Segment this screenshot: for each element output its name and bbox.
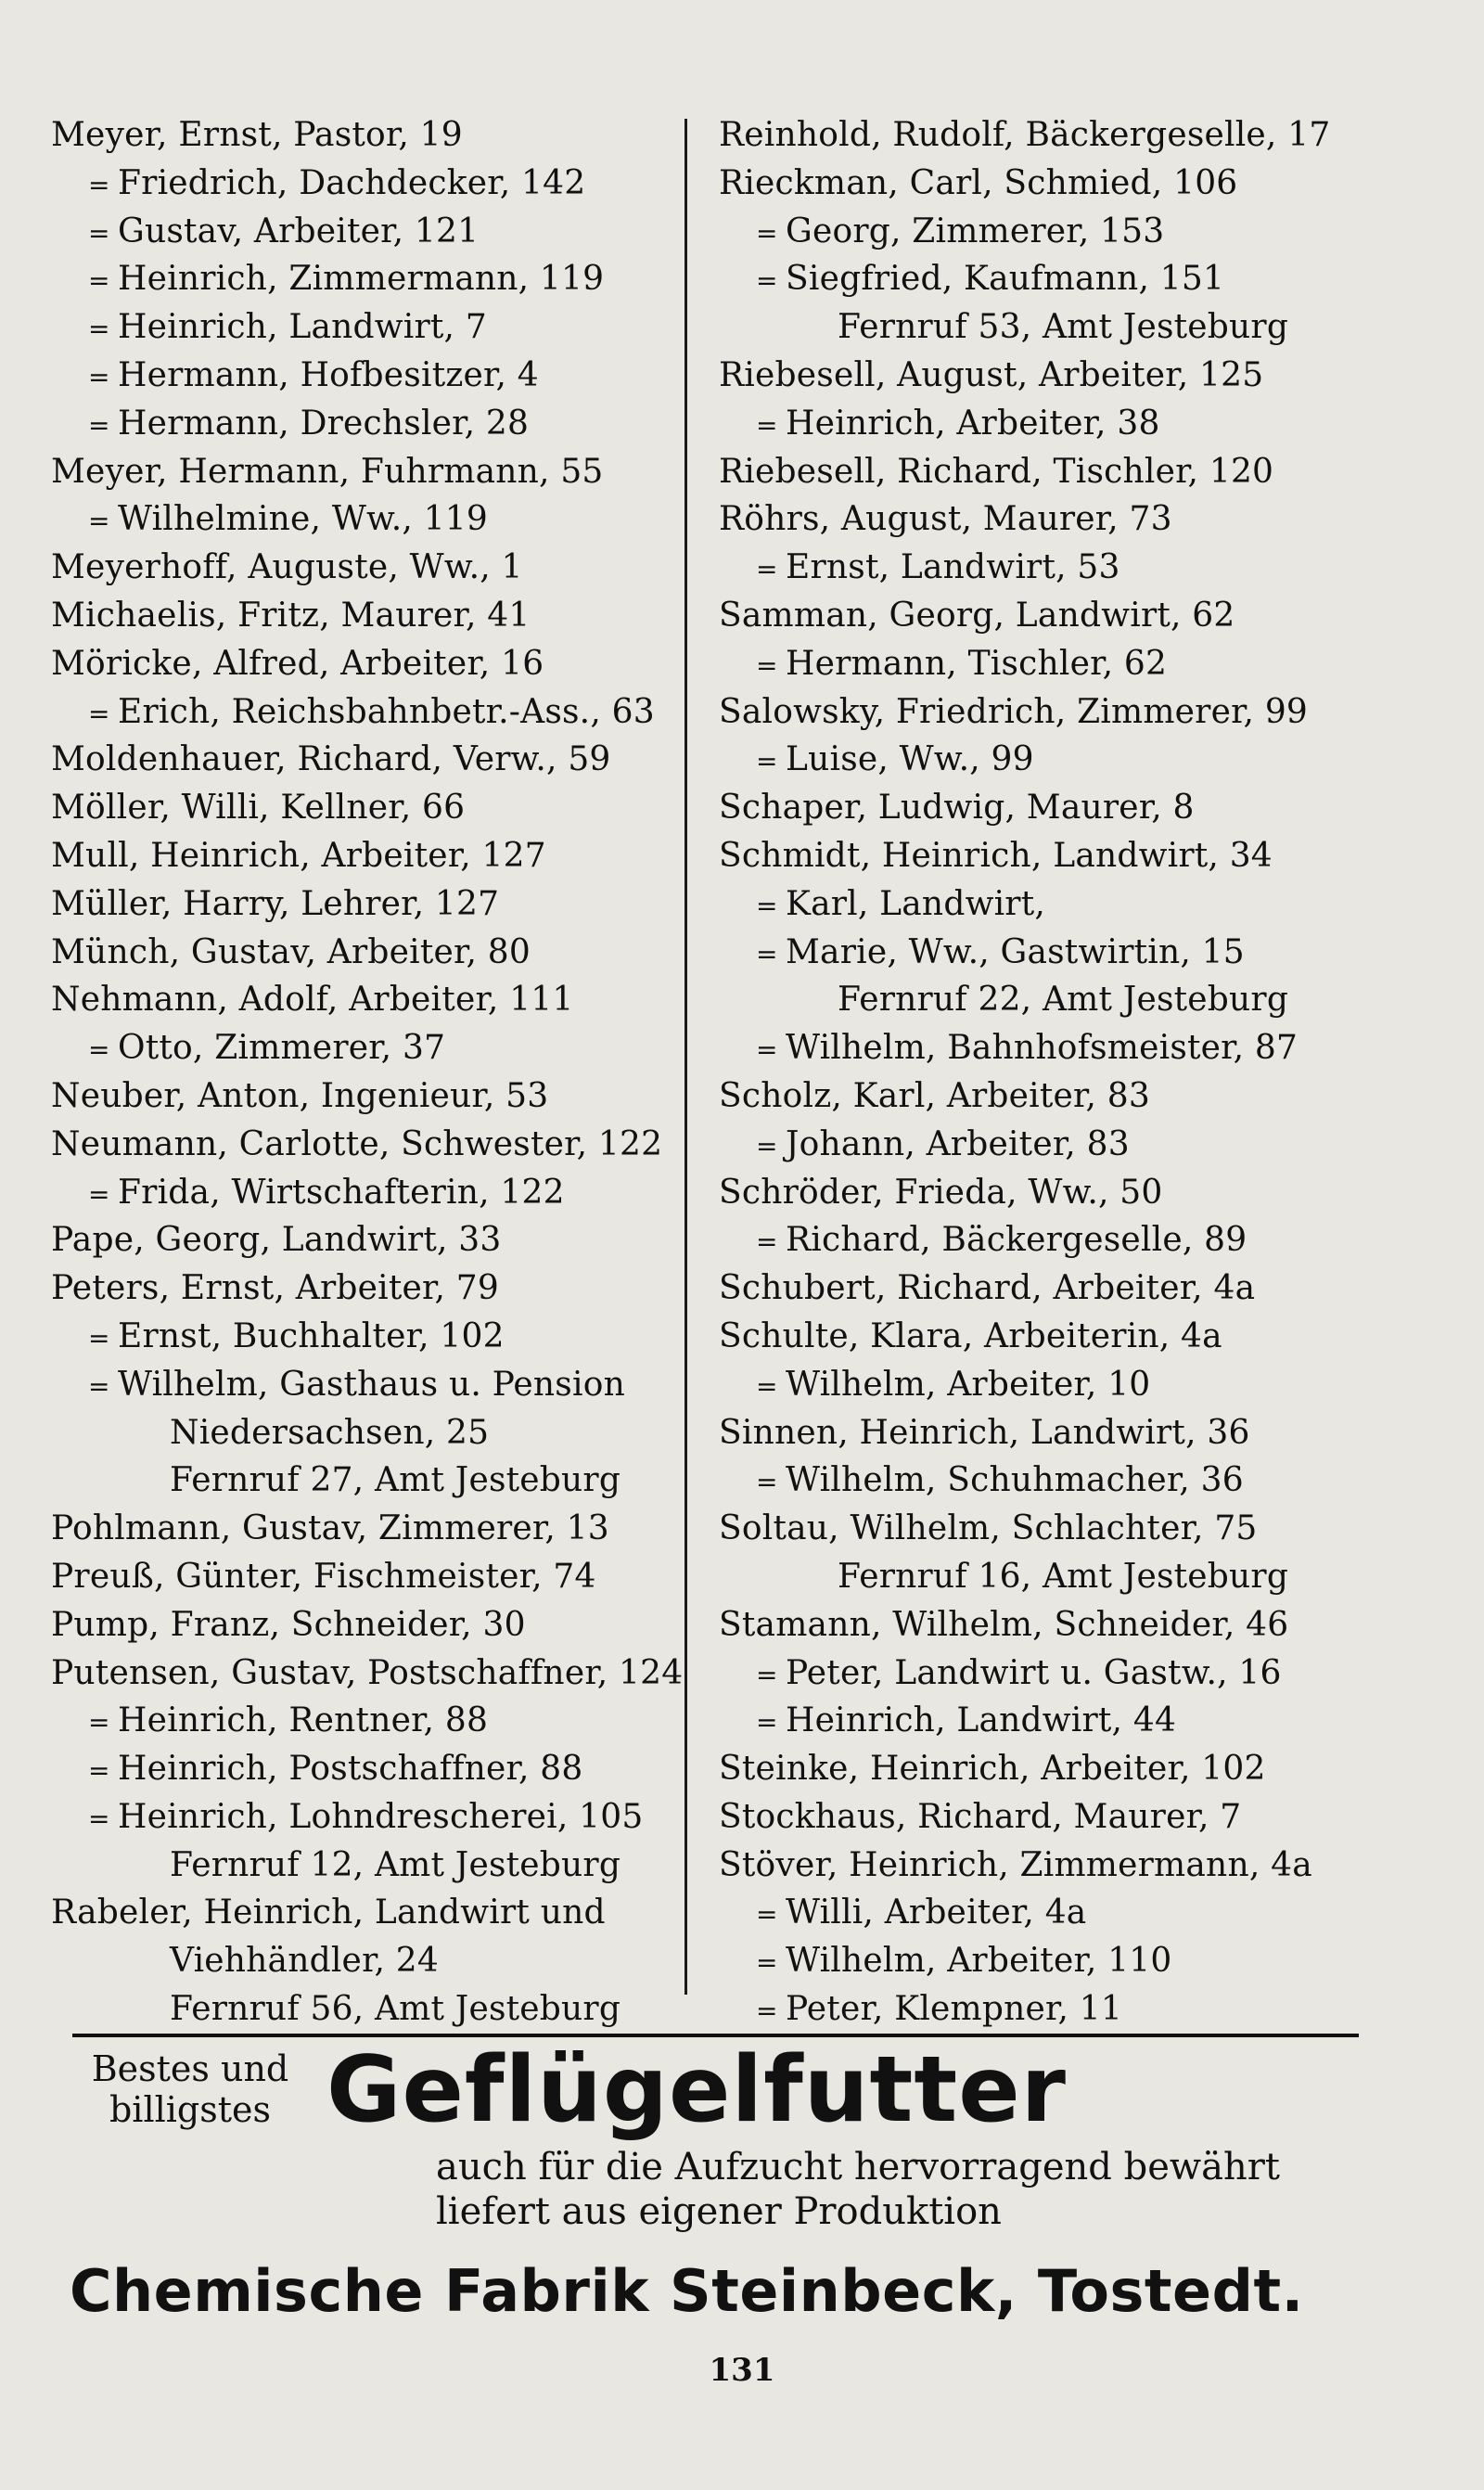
directory-entry <box>719 495 1368 544</box>
directory-entry <box>51 1937 672 1985</box>
entry-text: Neumann, Carlotte, Schwester, 122 <box>51 1124 663 1163</box>
directory-entry <box>719 1409 1368 1457</box>
entry-text: Preuß, Günter, Fischmeister, 74 <box>51 1557 596 1596</box>
ditto-mark: = <box>756 938 778 969</box>
entry-text: Peter, Klempner, 11 <box>786 1990 1122 2029</box>
entry-text: Fernruf 53, Amt Jesteburg <box>838 308 1289 347</box>
entry-text: Schmidt, Heinrich, Landwirt, 34 <box>719 836 1273 875</box>
ditto-mark: = <box>88 265 110 297</box>
ditto-mark: = <box>756 409 778 441</box>
directory-entry <box>51 592 672 640</box>
entry-text: Pohlmann, Gustav, Zimmerer, 13 <box>51 1509 609 1548</box>
directory-entry <box>719 592 1368 640</box>
directory-entry <box>719 400 1368 448</box>
entry-text: Müller, Harry, Lehrer, 127 <box>51 884 500 923</box>
ditto-mark: = <box>88 1322 110 1354</box>
entry-text: Soltau, Wilhelm, Schlachter, 75 <box>719 1509 1258 1548</box>
entry-text: Friedrich, Dachdecker, 142 <box>118 163 586 202</box>
directory-entry <box>51 976 672 1024</box>
entry-text: Wilhelm, Bahnhofsmeister, 87 <box>786 1029 1298 1068</box>
directory-entry <box>719 1649 1368 1698</box>
entry-text: Johann, Arbeiter, 83 <box>786 1124 1130 1163</box>
entry-text: Putensen, Gustav, Postschaffner, 124 <box>51 1653 684 1692</box>
directory-entry <box>719 1024 1368 1072</box>
entry-text: Richard, Bäckergeselle, 89 <box>786 1221 1247 1260</box>
entry-text: Stockhaus, Richard, Maurer, 7 <box>719 1797 1242 1836</box>
entry-text: Röhrs, August, Maurer, 73 <box>719 500 1172 539</box>
entry-text: Heinrich, Rentner, 88 <box>118 1701 489 1740</box>
ditto-mark: = <box>756 217 778 249</box>
entry-text: Scholz, Karl, Arbeiter, 83 <box>719 1076 1151 1115</box>
entry-text: Wilhelm, Arbeiter, 10 <box>786 1365 1151 1404</box>
entry-text: Gustav, Arbeiter, 121 <box>118 212 480 250</box>
column-divider <box>684 119 687 1995</box>
entry-text: Riebesell, August, Arbeiter, 125 <box>719 355 1264 394</box>
entry-text: Schubert, Richard, Arbeiter, 4a <box>719 1269 1256 1308</box>
directory-entry <box>719 640 1368 688</box>
ditto-mark: = <box>756 1370 778 1402</box>
directory-entry <box>719 1601 1368 1649</box>
entry-text: Erich, Reichsbahnbetr.-Ass., 63 <box>118 692 655 731</box>
entry-text: Willi, Arbeiter, 4a <box>786 1893 1087 1932</box>
entry-text: Rieckman, Carl, Schmied, 106 <box>719 163 1238 202</box>
ad-tagline: Bestes und billigstes <box>91 2048 289 2130</box>
directory-entry <box>51 1553 672 1601</box>
directory-entry <box>719 352 1368 400</box>
entry-text: Heinrich, Zimmermann, 119 <box>118 260 605 299</box>
ditto-mark: = <box>88 361 110 392</box>
page-number: 131 <box>709 2352 775 2389</box>
entry-text: Heinrich, Arbeiter, 38 <box>786 404 1160 443</box>
entry-text: Ernst, Buchhalter, 102 <box>118 1316 505 1355</box>
entry-text: Wilhelm, Schuhmacher, 36 <box>786 1461 1244 1500</box>
entry-text: Fernruf 27, Amt Jesteburg <box>170 1461 621 1500</box>
entry-text: Schaper, Ludwig, Maurer, 8 <box>719 789 1195 828</box>
ditto-mark: = <box>756 1707 778 1739</box>
directory-entry <box>51 1121 672 1169</box>
directory-entry <box>719 1072 1368 1121</box>
entry-text: Stöver, Heinrich, Zimmermann, 4a <box>719 1845 1312 1884</box>
entry-text: Hermann, Tischler, 62 <box>786 644 1168 683</box>
entry-text: Georg, Zimmerer, 153 <box>786 212 1165 250</box>
ditto-mark: = <box>756 1947 778 1979</box>
directory-entry <box>51 688 672 737</box>
directory-entry <box>719 1313 1368 1361</box>
directory-entry <box>719 1697 1368 1745</box>
directory-column-left <box>51 111 684 2034</box>
directory-entry <box>51 1169 672 1217</box>
directory-entry <box>51 255 672 303</box>
directory-entry <box>51 544 672 592</box>
directory-entry <box>719 1985 1368 2034</box>
directory-column-right <box>719 111 1368 2034</box>
directory-entry <box>51 1745 672 1793</box>
entry-text: Marie, Ww., Gastwirtin, 15 <box>786 932 1245 971</box>
entry-text: Heinrich, Postschaffner, 88 <box>118 1750 583 1789</box>
entry-text: Siegfried, Kaufmann, 151 <box>786 260 1225 299</box>
entry-text: Ernst, Landwirt, 53 <box>786 548 1120 587</box>
entry-text: Heinrich, Landwirt, 44 <box>786 1701 1177 1740</box>
entry-text: Michaelis, Fritz, Maurer, 41 <box>51 596 531 635</box>
entry-text: Salowsky, Friedrich, Zimmerer, 99 <box>719 692 1309 731</box>
directory-entry <box>51 880 672 929</box>
directory-entry <box>51 1889 672 1937</box>
entry-text: Münch, Gustav, Arbeiter, 80 <box>51 932 531 971</box>
ditto-mark: = <box>88 506 110 537</box>
entry-text: Möller, Willi, Kellner, 66 <box>51 789 466 828</box>
ditto-mark: = <box>756 554 778 585</box>
directory-entry <box>51 448 672 496</box>
ad-company-name: Chemische Fabrik Steinbeck, Tostedt. <box>70 2257 1304 2325</box>
ditto-mark: = <box>756 649 778 681</box>
ditto-mark: = <box>88 1370 110 1402</box>
entry-text: Luise, Ww., 99 <box>786 740 1034 779</box>
ad-description <box>436 2145 1280 2234</box>
entry-text: Meyer, Hermann, Fuhrmann, 55 <box>51 452 604 491</box>
directory-entry <box>51 832 672 880</box>
directory-entry <box>719 880 1368 929</box>
ditto-mark: = <box>88 314 110 345</box>
directory-entry <box>51 1216 672 1264</box>
directory-entry <box>51 303 672 352</box>
directory-entry <box>51 784 672 832</box>
entry-text: Fernruf 16, Amt Jesteburg <box>838 1557 1289 1596</box>
directory-entry <box>719 1264 1368 1313</box>
directory-entry <box>51 1457 672 1505</box>
directory-entry <box>51 1697 672 1745</box>
ditto-mark: = <box>756 1659 778 1690</box>
ad-product-title: Geflügelfutter <box>326 2037 1067 2143</box>
entry-text: Wilhelmine, Ww., 119 <box>118 500 489 539</box>
directory-entry <box>51 1842 672 1890</box>
directory-entry <box>51 1024 672 1072</box>
ditto-mark: = <box>756 890 778 921</box>
entry-text: Nehmann, Adolf, Arbeiter, 111 <box>51 981 574 1020</box>
directory-entry <box>51 640 672 688</box>
directory-entry <box>719 1505 1368 1553</box>
directory-entry <box>51 1649 684 1698</box>
entry-text: Karl, Landwirt, <box>786 884 1046 923</box>
entry-text: Frida, Wirtschafterin, 122 <box>118 1173 565 1212</box>
entry-text: Peters, Ernst, Arbeiter, 79 <box>51 1269 499 1308</box>
directory-entry <box>719 255 1368 303</box>
ad-description-line: auch für die Aufzucht hervorragend bewährt <box>436 2146 1280 2188</box>
entry-text: Heinrich, Lohndrescherei, 105 <box>118 1797 644 1836</box>
entry-text: Riebesell, Richard, Tischler, 120 <box>719 452 1274 491</box>
entry-text: Fernruf 12, Amt Jesteburg <box>170 1845 621 1884</box>
directory-entry <box>719 784 1368 832</box>
ditto-mark: = <box>756 1034 778 1066</box>
directory-entry <box>51 736 672 784</box>
directory-entry <box>51 111 672 160</box>
entry-text: Wilhelm, Gasthaus u. Pension <box>118 1365 625 1404</box>
directory-entry <box>51 208 672 256</box>
entry-text: Viehhändler, 24 <box>170 1942 440 1981</box>
entry-text: Mull, Heinrich, Arbeiter, 127 <box>51 836 546 875</box>
directory-entry <box>719 111 1368 160</box>
directory-entry <box>719 1793 1368 1842</box>
entry-text: Stamann, Wilhelm, Schneider, 46 <box>719 1605 1289 1644</box>
directory-entry <box>51 1793 672 1842</box>
directory-entry <box>719 1216 1368 1264</box>
entry-text: Sinnen, Heinrich, Landwirt, 36 <box>719 1413 1250 1452</box>
directory-entry <box>719 688 1368 737</box>
ditto-mark: = <box>88 169 110 200</box>
entry-text: Pape, Georg, Landwirt, 33 <box>51 1221 502 1260</box>
entry-text: Steinke, Heinrich, Arbeiter, 102 <box>719 1750 1266 1789</box>
directory-entry <box>51 1361 672 1409</box>
directory-entry <box>719 303 1368 352</box>
entry-text: Meyerhoff, Auguste, Ww., 1 <box>51 548 523 587</box>
directory-entry <box>51 160 672 208</box>
entry-text: Heinrich, Landwirt, 7 <box>118 308 487 347</box>
entry-text: Hermann, Drechsler, 28 <box>118 404 530 443</box>
directory-entry <box>51 1264 672 1313</box>
entry-text: Otto, Zimmerer, 37 <box>118 1029 446 1068</box>
directory-entry <box>719 1121 1368 1169</box>
entry-text: Hermann, Hofbesitzer, 4 <box>118 355 539 394</box>
directory-entry <box>719 929 1368 977</box>
entry-text: Wilhelm, Arbeiter, 110 <box>786 1942 1172 1981</box>
ditto-mark: = <box>88 1803 110 1834</box>
entry-text: Samman, Georg, Landwirt, 62 <box>719 596 1235 635</box>
directory-entry <box>719 1553 1368 1601</box>
entry-text: Reinhold, Rudolf, Bäckergeselle, 17 <box>719 116 1331 154</box>
ditto-mark: = <box>756 1899 778 1931</box>
directory-entry <box>51 495 672 544</box>
ditto-mark: = <box>88 409 110 441</box>
directory-entry <box>719 1361 1368 1409</box>
directory-entry <box>719 160 1368 208</box>
entry-text: Möricke, Alfred, Arbeiter, 16 <box>51 644 544 683</box>
directory-entry <box>51 352 672 400</box>
directory-entry <box>719 736 1368 784</box>
directory-entry <box>719 1745 1368 1793</box>
directory-entry <box>719 448 1368 496</box>
directory-entry <box>719 832 1368 880</box>
ditto-mark: = <box>756 1996 778 2027</box>
directory-entry <box>719 1842 1368 1890</box>
ditto-mark: = <box>756 1130 778 1162</box>
entry-text: Rabeler, Heinrich, Landwirt und <box>51 1893 606 1932</box>
ad-description-line: liefert aus eigener Produktion <box>436 2190 1002 2233</box>
entry-text: Pump, Franz, Schneider, 30 <box>51 1605 526 1644</box>
directory-entry <box>719 1937 1368 1985</box>
directory-entry <box>51 929 672 977</box>
directory-entry <box>51 1985 672 2034</box>
directory-entry <box>51 1313 672 1361</box>
ditto-mark: = <box>88 1755 110 1787</box>
ditto-mark: = <box>756 1467 778 1498</box>
entry-text: Schröder, Frieda, Ww., 50 <box>719 1173 1163 1212</box>
directory-entry <box>719 1457 1368 1505</box>
entry-text: Neuber, Anton, Ingenieur, 53 <box>51 1076 549 1115</box>
entry-text: Schulte, Klara, Arbeiterin, 4a <box>719 1316 1222 1355</box>
entry-text: Meyer, Ernst, Pastor, 19 <box>51 116 463 154</box>
ditto-mark: = <box>88 1178 110 1210</box>
directory-entry <box>51 1072 672 1121</box>
directory-entry <box>51 1505 672 1553</box>
ditto-mark: = <box>756 1226 778 1258</box>
directory-entry <box>719 976 1368 1024</box>
ditto-mark: = <box>756 746 778 777</box>
entry-text: Moldenhauer, Richard, Verw., 59 <box>51 740 611 779</box>
entry-text: Peter, Landwirt u. Gastw., 16 <box>786 1653 1282 1692</box>
directory-entry <box>719 1889 1368 1937</box>
directory-entry <box>51 1409 672 1457</box>
entry-text: Niedersachsen, 25 <box>170 1413 490 1452</box>
entry-text: Fernruf 22, Amt Jesteburg <box>838 981 1289 1020</box>
directory-entry <box>719 1169 1368 1217</box>
ditto-mark: = <box>88 217 110 249</box>
ditto-mark: = <box>88 698 110 729</box>
directory-entry <box>51 400 672 448</box>
entry-text: Fernruf 56, Amt Jesteburg <box>170 1990 621 2029</box>
directory-entry <box>719 544 1368 592</box>
ditto-mark: = <box>88 1034 110 1066</box>
ditto-mark: = <box>88 1707 110 1739</box>
ditto-mark: = <box>756 265 778 297</box>
directory-entry <box>51 1601 672 1649</box>
directory-entry <box>719 208 1368 256</box>
